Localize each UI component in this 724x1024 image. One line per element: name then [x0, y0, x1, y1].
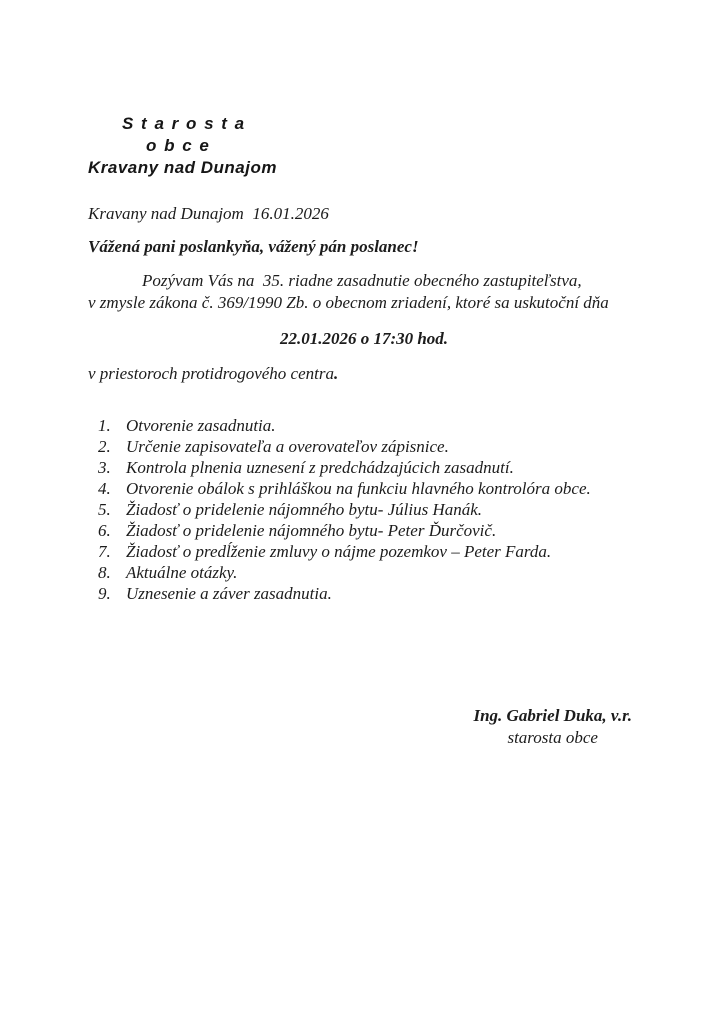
signatory-name: Ing. Gabriel Duka, v.r. [473, 706, 632, 725]
list-item-number: 2. [98, 437, 111, 456]
list-item-number: 1. [98, 416, 111, 435]
letterhead-office: S t a r o s t a [122, 114, 246, 133]
list-item-number: 7. [98, 542, 111, 561]
letterhead-office-line2: o b c e [146, 136, 211, 155]
list-item-text: Žiadosť o pridelenie nájomného bytu- Július Hanák. [126, 500, 483, 519]
list-item [98, 457, 640, 478]
invitation-paragraph [88, 270, 640, 314]
meeting-venue-period: . [334, 364, 339, 383]
meeting-venue-text: v priestoroch protidrogového centra [88, 364, 334, 383]
signature-block [473, 705, 632, 749]
list-item-number: 4. [98, 479, 111, 498]
list-item [98, 583, 640, 604]
signatory-title: starosta obce [507, 728, 598, 747]
signature-area [88, 705, 640, 749]
list-item-text: Žiadosť o predĺženie zmluvy o nájme pozemkov – Peter Farda. [126, 542, 552, 561]
letterhead-municipality: Kravany nad Dunajom [88, 158, 277, 177]
list-item-text: Aktuálne otázky. [126, 563, 238, 582]
salutation: Vážená pani poslankyňa, vážený pán poslanec! [88, 237, 419, 256]
list-item [98, 499, 640, 520]
list-item-text: Otvorenie zasadnutia. [126, 416, 276, 435]
list-item-number: 6. [98, 521, 111, 540]
list-item-text: Uznesenie a záver zasadnutia. [126, 584, 332, 603]
list-item-number: 5. [98, 500, 111, 519]
list-item-text: Žiadosť o pridelenie nájomného bytu- Peter Ďurčovič. [126, 521, 497, 540]
list-item [98, 478, 640, 499]
list-item [98, 436, 640, 457]
list-item-text: Kontrola plnenia uznesení z predchádzajúcich zasadnutí. [126, 458, 514, 477]
list-item [98, 562, 640, 583]
letterhead [88, 113, 640, 179]
list-item-number: 9. [98, 584, 111, 603]
list-item [98, 541, 640, 562]
list-item-number: 8. [98, 563, 111, 582]
list-item [98, 520, 640, 541]
meeting-venue [88, 363, 640, 385]
list-item-text: Otvorenie obálok s prihláškou na funkciu hlavného kontrolóra obce. [126, 479, 591, 498]
invitation-line-1: Pozývam Vás na 35. riadne zasadnutie obecného zastupiteľstva, [142, 271, 582, 290]
list-item-number: 3. [98, 458, 111, 477]
invitation-line-2: v zmysle zákona č. 369/1990 Zb. o obecnom zriadení, ktoré sa uskutoční dňa [88, 293, 609, 312]
agenda-list [88, 415, 640, 604]
list-item-text: Určenie zapisovateľa a overovateľov zápisnice. [126, 437, 449, 456]
list-item [98, 415, 640, 436]
place-and-date-line: Kravany nad Dunajom 16.01.2026 [88, 204, 329, 223]
meeting-datetime: 22.01.2026 o 17:30 hod. [279, 329, 449, 348]
